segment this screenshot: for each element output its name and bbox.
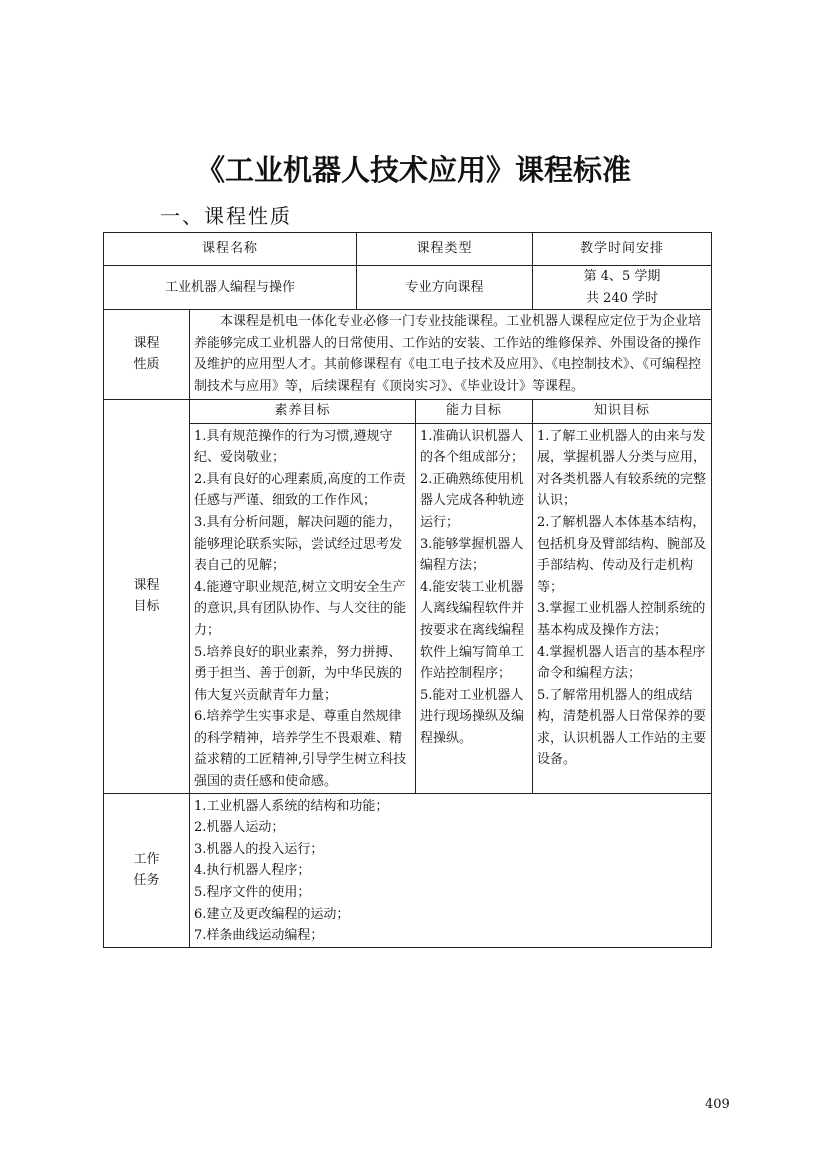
course-type-value: 专业方向课程 <box>357 266 533 310</box>
list-item: 5.了解常用机器人的组成结构，清楚机器人日常保养的要求，认识机器人工作站的主要设备。 <box>537 687 707 768</box>
list-item: 1.工业机器人系统的结构和功能； <box>194 798 389 814</box>
list-item: 2.具有良好的心理素质,高度的工作责任感与严谨、细致的工作作风； <box>194 471 406 509</box>
list-item: 6.建立及更改编程的运动； <box>194 906 350 922</box>
list-item: 3.机器人的投入运行； <box>194 841 324 857</box>
time-semester: 第 4、5 学期 <box>583 269 661 284</box>
literacy-goals-list <box>190 423 416 793</box>
list-item: 2.正确熟练使用机器人完成各种轨迹运行； <box>420 471 525 530</box>
list-item: 5.能对工业机器人进行现场操纵及编程操纵。 <box>420 687 525 746</box>
list-item: 5.程序文件的使用； <box>194 885 311 901</box>
list-item: 4.掌握机器人语言的基本程序命令和编程方法； <box>537 644 706 682</box>
table-header-row <box>104 233 712 266</box>
goals-header-row <box>104 399 712 423</box>
list-item: 1.了解工业机器人的由来与发展，掌握机器人分类与应用，对各类机器人有较系统的完整认识； <box>537 428 707 509</box>
tasks-list <box>190 793 712 947</box>
header-course-type: 课程类型 <box>357 233 533 266</box>
goals-label: 课程 目标 <box>104 399 190 793</box>
header-ability-goals: 能力目标 <box>416 399 533 423</box>
list-item: 3.掌握工业机器人控制系统的基本构成及操作方法； <box>537 601 706 638</box>
list-item: 5.培养良好的职业素养，努力拼搏、勇于担当、善于创新，为中华民族的伟大复兴贡献青年力量； <box>194 644 403 703</box>
header-time-schedule: 教学时间安排 <box>533 233 712 266</box>
course-time-value <box>533 266 712 310</box>
course-nature-row <box>104 310 712 399</box>
list-item: 4.执行机器人程序； <box>194 863 311 879</box>
list-item: 4.能遵守职业规范,树立文明安全生产的意识,具有团队协作、与人交往的能力； <box>194 579 407 638</box>
nature-label: 课程 性质 <box>104 310 190 399</box>
course-standard-table <box>103 232 712 948</box>
time-hours: 共 240 学时 <box>585 290 659 306</box>
course-info-row <box>104 266 712 310</box>
nature-text: 本课程是机电一体化专业必修一门专业技能课程。工业机器人课程应定位于为企业培养能够完成工业机器人的日常使用、工作站的安装、工作站的维修保养、外围设备的操作及维护的应用型人才。其前修课程有《电工电子技术及应用》、《电控制技术》、《可编程控制技术与应用》等，后续课程有《顶岗实习》、《毕业设计》等课程。 <box>190 310 712 399</box>
list-item: 3.能够掌握机器人编程方法； <box>420 536 524 574</box>
header-course-name: 课程名称 <box>104 233 357 266</box>
list-item: 1.准确认识机器人的各个组成部分； <box>420 428 525 466</box>
header-knowledge-goals: 知识目标 <box>533 399 712 423</box>
list-item: 2.了解机器人本体基本结构，包括机身及臂部结构、腕部及手部结构、传动及行走机构等； <box>537 514 707 595</box>
tasks-label: 工作 任务 <box>104 793 190 947</box>
course-name-value: 工业机器人编程与操作 <box>104 266 357 310</box>
section-heading: 一、课程性质 <box>160 204 292 228</box>
header-literacy-goals: 素养目标 <box>190 399 416 423</box>
list-item: 1.具有规范操作的行为习惯,遵规守纪、爱岗敬业； <box>194 428 393 466</box>
ability-goals-list <box>416 423 533 793</box>
knowledge-goals-list <box>533 423 712 793</box>
list-item: 7.样条曲线运动编程； <box>194 928 324 944</box>
page-number: 409 <box>705 1097 730 1112</box>
document-title: 《工业机器人技术应用》课程标准 <box>195 153 631 187</box>
list-item: 2.机器人运动； <box>194 820 285 836</box>
list-item: 3.具有分析问题，解决问题的能力， 能够理论联系实际，尝试经过思考发表自己的见解； <box>194 514 403 574</box>
work-tasks-row <box>104 793 712 947</box>
list-item: 6.培养学生实事求是、尊重自然规律的科学精神，培养学生不畏艰难、精益求精的工匠精神,引导学生树立科技强国的责任感和使命感。 <box>194 709 407 790</box>
list-item: 4.能安装工业机器人离线编程软件并按要求在离线编程软件上编写简单工作站控制程序； <box>420 579 525 682</box>
goals-content-row <box>104 423 712 793</box>
